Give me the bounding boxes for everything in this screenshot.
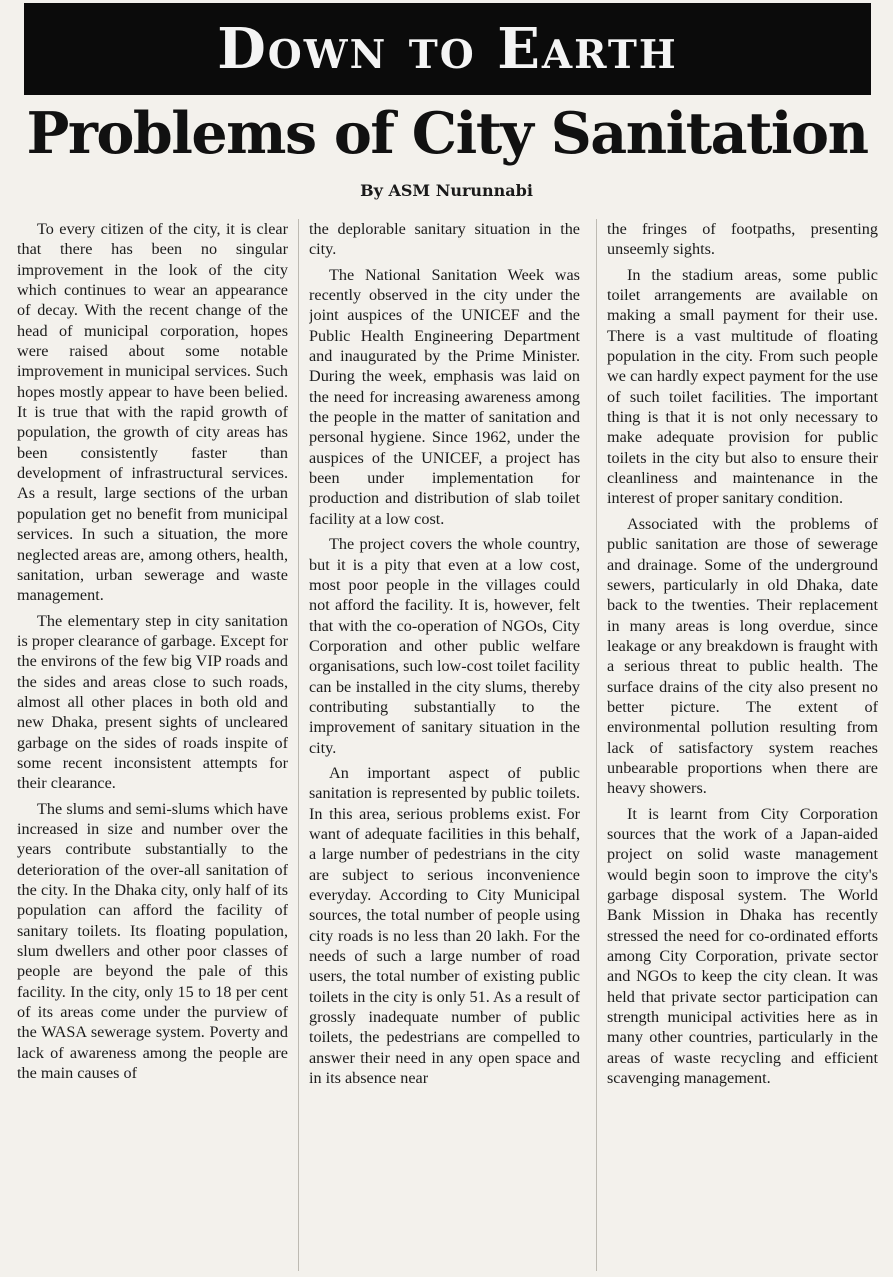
byline: By ASM Nurunnabi <box>360 181 533 200</box>
paragraph: The elementary step in city sanitation is proper clearance of garbage. Except for the environs of the few big VIP roads and the sides and areas close to such roads, almost all other places in both old and new Dhaka, present sights of uncleared garbage on the sides of roads inspite of some recent inconsistent attempts for their clearance. <box>17 611 288 793</box>
column-banner <box>24 3 871 95</box>
paragraph: To every citizen of the city, it is clear that there has been no singular improvement in the look of the city which continues to wear an appearance of decay. With the recent change of the head of municipal corporation, hopes were raised about some notable improvement in municipal services. Such hopes mostly appear to have been belied. It is true that with the rapid growth of population, the growth of city areas has been consistently faster than development of infrastructural services. As a result, large sections of the urban population get no benefit from municipal services. In such a situation, the more neglected areas are, among others, health, sanitation, urban sewerage and waste management. <box>17 220 288 605</box>
paragraph: The project covers the whole country, but it is a pity that even at a low cost, most poor people in the villages could not afford the facility. It is, however, felt that with the co-operation of NGOs, City Corporation and other public welfare organisations, such low-cost toilet facility can be installed in the city slums, thereby contributing substantially to the improvement of sanitary situation in the city. <box>309 535 580 757</box>
article-column-2 <box>309 219 580 1274</box>
paragraph: The slums and semi-slums which have increased in size and number over the years contribute substantially to the deterioration of the over-all sanitation of the city. In the Dhaka city, only half of its population can afford the facility of sanitary toilets. Its floating population, slum dwellers and other poor classes of people are beyond the pale of this facility. In the city, only 15 to 18 per cent of its areas come under the purview of the WASA sewerage system. Poverty and lack of awareness among the people are the main causes of <box>17 799 288 1083</box>
banner-title: Down to Earth <box>217 16 678 82</box>
column-divider <box>298 219 299 1271</box>
article-column-1 <box>17 219 288 1274</box>
headline: Problems of City Sanitation <box>26 100 868 167</box>
paragraph: The National Sanitation Week was recently observed in the city under the joint auspices of the UNICEF and the Public Health Engineering Department and inaugurated by the Prime Minister. During the week, emphasis was laid on the need for increasing awareness among the people in the matter of sanitation and personal hygiene. Since 1962, under the auspices of the UNICEF, a project has been under implementation for production and distribution of slab toilet facility at a low cost. <box>309 265 580 528</box>
column-divider <box>596 219 597 1271</box>
paragraph: In the stadium areas, some public toilet arrangements are available on making a small payment for their use. There is a vast multitude of floating population in the city. From such people we can hardly expect payment for the use of such toilet facilities. The important thing is that it is not only necessary to make adequate provision for public toilets in the city but also to ensure their cleanliness and maintenance in the interest of proper sanitary condition. <box>607 265 878 508</box>
paragraph: Associated with the problems of public sanitation are those of sewerage and drainage. Some of the underground sewers, particularly in old Dhaka, date back to the twenties. Their replacement in many areas is long overdue, since leakage or any breakdown is fraught with a serious threat to public health. The surface drains of the city also present no better picture. The extent of environmental pollution resulting from lack of satisfactory system reaches unbearable proportions when there are heavy showers. <box>607 514 878 798</box>
article-column-3 <box>607 219 878 1274</box>
paragraph: the deplorable sanitary situation in the city. <box>309 220 580 259</box>
paragraph: An important aspect of public sanitation is represented by public toilets. In this area, serious problems exist. For want of adequate facilities in this behalf, a large number of pedestrians in the city are subject to serious inconvenience everyday. According to City Municipal sources, the total number of people using city roads is no less than 20 lakh. For the needs of such a large number of road users, the total number of existing public toilets in the city is only 51. As a result of grossly inadequate number of public toilets, the pedestrians are compelled to answer their need in any open space and in its absence near <box>309 763 580 1088</box>
paragraph: It is learnt from City Corporation sources that the work of a Japan-aided project on solid waste management would begin soon to improve the city's garbage disposal system. The World Bank Mission in Dhaka has recently stressed the need for co-ordinated efforts among City Corporation, private sector and NGOs to keep the city clean. It was held that private sector participation can strength municipal activities here as in many other countries, particularly in the areas of waste recycling and efficient scavenging management. <box>607 804 878 1088</box>
paragraph: the fringes of footpaths, presenting unseemly sights. <box>607 220 878 259</box>
